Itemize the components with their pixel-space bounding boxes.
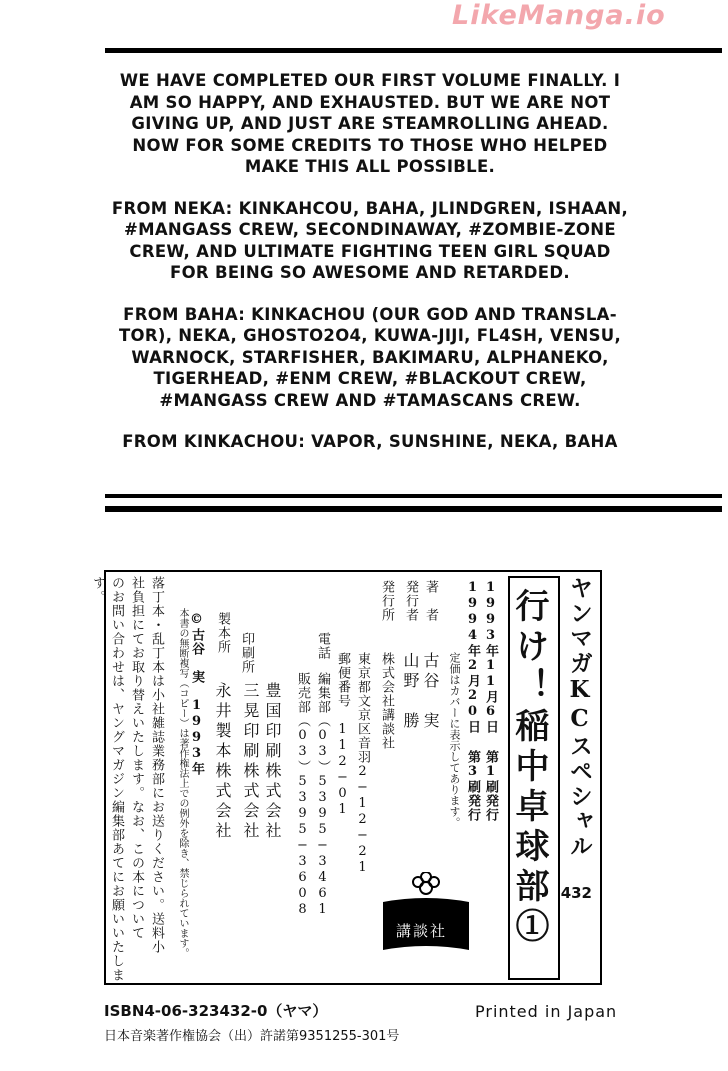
jasrac-notice: 日本音楽著作権協会（出）許諾第9351255-301号 bbox=[104, 1029, 400, 1044]
house-name: 株式会社講談社 bbox=[379, 652, 394, 750]
print-date-2: 1994年2月20日 第3刷発行 bbox=[465, 580, 480, 822]
copyright: ©古谷 実 1993年 bbox=[189, 612, 204, 776]
phone-label: 電話 bbox=[315, 632, 330, 660]
phone-editorial: 編集部（03）5395−3461 bbox=[315, 672, 330, 918]
printing-label: 印刷所 bbox=[239, 632, 254, 674]
copy-note: 本書の無断複写（コピー）は著作権法上での例外を除き、禁じられています。 bbox=[177, 608, 188, 958]
binder-name: 永井製本株式会社 bbox=[213, 682, 232, 842]
credits-paragraph-1: WE HAVE COMPLETED OUR FIRST VOLUME FINALLY. I AM SO HAPPY, AND EXHAUSTED. BUT WE ARE NOT GIVING UP, AND JUST ARE STEAMROLLING AHEAD. NOW FOR SOME CREDITS TO THOSE WHO HELPED MAKE THIS ALL POSSIBLE. bbox=[119, 71, 621, 176]
divider-rule-1 bbox=[105, 494, 722, 498]
print-date-1: 1993年11月6日 第1刷発行 bbox=[483, 580, 498, 822]
phone-sales: 販売部（03）5395−3608 bbox=[295, 672, 310, 918]
notice-line-1: 落丁本・乱丁本は小社雑誌業務部にお送りください。送料小 bbox=[149, 576, 164, 954]
author-name: 古谷 実 bbox=[421, 652, 440, 732]
divider-rule-2 bbox=[105, 506, 722, 512]
printer-1: 豊国印刷株式会社 bbox=[263, 682, 282, 842]
logo-text: 講談社 bbox=[396, 922, 448, 940]
author-label: 著 者 bbox=[423, 580, 438, 622]
isbn: ISBN4-06-323432-0（ヤマ） bbox=[104, 1002, 328, 1020]
publisher-label: 発行者 bbox=[403, 580, 418, 622]
series-number: 432 bbox=[560, 884, 592, 902]
credits-paragraph-4: FROM KINKACHOU: VAPOR, SUNSHINE, NEKA, BAHA bbox=[122, 432, 618, 451]
publisher-name: 山野 勝 bbox=[401, 652, 420, 732]
top-rule bbox=[105, 48, 722, 53]
series-name: ヤンマガKCスペシャル bbox=[566, 576, 593, 859]
watermark-logo: LikeManga.io bbox=[452, 0, 666, 31]
notice-line-2: 社負担にてお取り替えいたします。なお、この本について bbox=[129, 576, 144, 940]
printer-2: 三晃印刷株式会社 bbox=[241, 682, 260, 842]
binding-label: 製本所 bbox=[215, 612, 230, 654]
price-note: 定価はカバーに表示してあります。 bbox=[448, 652, 461, 828]
postal-code: 郵便番号 112−01 bbox=[335, 652, 350, 818]
address: 東京都文京区音羽2−12−21 bbox=[355, 652, 370, 876]
book-title: 行け！稲中卓球部① bbox=[509, 588, 549, 948]
house-label: 発行所 bbox=[379, 580, 394, 622]
credits-paragraph-2: FROM NEKA: KINKAHCOU, BAHA, JLINDGREN, ISHAAN, #MANGASS CREW, SECONDINAWAY, #ZOMBIE-ZONE CREW, AND ULTIMATE FIGHTING TEEN GIRL SQUAD FOR BEING SO AWESOME AND RETARDED. bbox=[111, 198, 629, 282]
printed-in-japan: Printed in Japan bbox=[475, 1002, 618, 1021]
credits-paragraph-3: FROM BAHA: KINKACHOU (OUR GOD AND TRANSLA-TOR), NEKA, GHOSTO2O4, KUWA-JIJI, FL4SH, VENSU, WARNOCK, STARFISHER, BAKIMARU, ALPHANEKO, TIGERHEAD, #ENM CREW, #BLACKOUT CREW, #MANGASS CREW AND #TAMASCANS CREW. bbox=[118, 304, 622, 410]
credits-text bbox=[110, 70, 630, 473]
notice-line-3: のお問い合わせは、ヤングマガジン編集部あてにお願いいたします。 bbox=[90, 576, 124, 982]
colophon-box bbox=[90, 570, 602, 985]
title-box bbox=[508, 576, 560, 980]
